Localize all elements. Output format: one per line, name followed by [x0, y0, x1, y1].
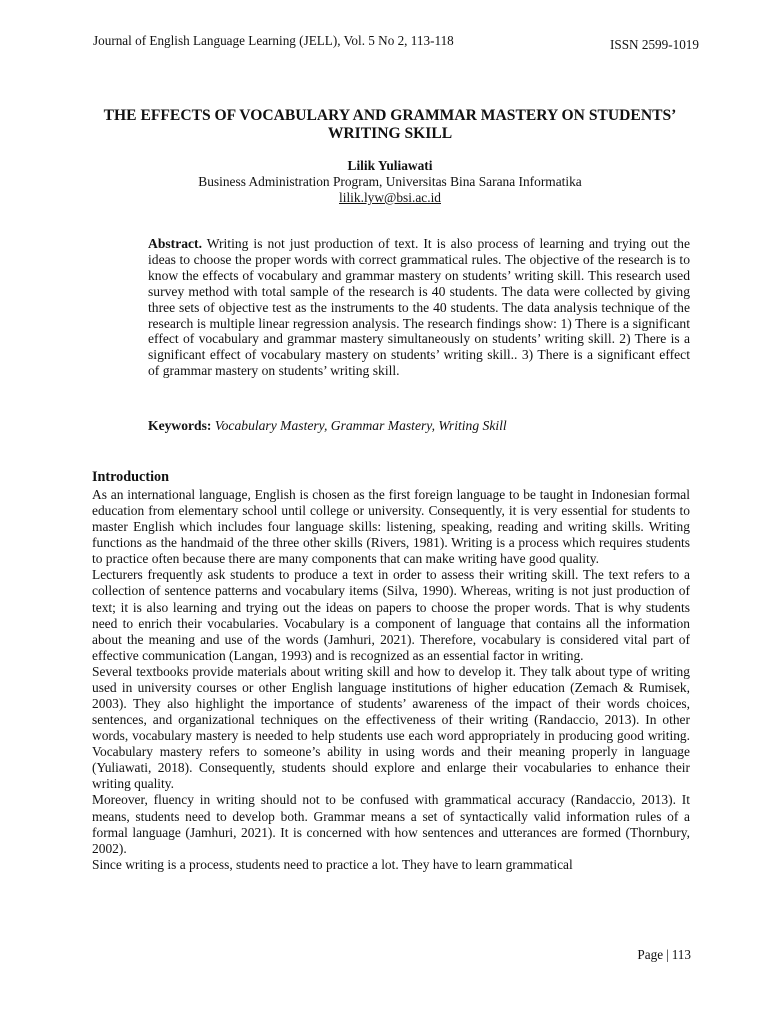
- issn-label: ISSN 2599-1019: [609, 37, 699, 52]
- page-number: 113: [671, 947, 691, 962]
- section-heading-introduction: Introduction: [92, 469, 169, 485]
- page-separator: |: [666, 947, 669, 962]
- keywords-value: Vocabulary Mastery, Grammar Mastery, Writing Skill: [214, 418, 507, 433]
- page-label: Page: [637, 947, 664, 962]
- abstract-text: Writing is not just production of text. It is also process of learning and trying out the ideas to choose the proper words with correct grammatical rules. The objective of the research is to know the effects of vocabulary and grammar mastery on students’ writing skill. This research used survey method with total sample of the research is 40 students. The data were collected by giving three sets of objective test as the instruments to the 40 students. The data analysis technique of the research is multiple linear regression analysis. The research findings show: 1) There is a significant effect of vocabulary and grammar mastery simultaneously on students’ writing skill. 2) There is a significant effect of vocabulary mastery on students’ writing skill.. 3) There is a significant effect of grammar mastery on students’ writing skill.: [148, 236, 691, 379]
- paragraph: Moreover, fluency in writing should not to be confused with grammatical accuracy (Randaccio, 2013). It means, students need to develop both. Grammar means a set of syntactically valid information rules of a formal language (Jamhuri, 2021). It is concerned with how sentences and utterances are formed (Thornbury, 2002).: [92, 792, 690, 856]
- author-email-link[interactable]: lilik.lyw@bsi.ac.id: [339, 190, 441, 205]
- introduction-body: [92, 487, 690, 873]
- author-name: Lilik Yuliawati: [347, 158, 433, 173]
- keywords: [148, 418, 690, 434]
- author-block: [120, 158, 660, 206]
- abstract: [148, 236, 690, 379]
- paragraph: Lecturers frequently ask students to produce a text in order to assess their writing skill. The text refers to a collection of sentence patterns and vocabulary items (Silva, 1990). Whereas, writing is not just production of text; it is also learning and trying out the ideas on papers to choose the proper words. That is why students need to enrich their vocabularies. Vocabulary is a component of language that contains all the information about the meaning and use of the words (Jamhuri, 2021). Therefore, vocabulary is considered vital part of effective communication (Langan, 1993) and is recognized as an essential factor in writing.: [92, 567, 690, 663]
- author-affiliation: Business Administration Program, Universitas Bina Sarana Informatika: [198, 174, 582, 189]
- paragraph: As an international language, English is chosen as the first foreign language to be taught in Indonesian formal education from elementary school until college or university. Consequently, it is very essential for students to master English which includes four language skills: listening, speaking, reading and writing skills. Writing functions as the handmaid of the three other skills (Rivers, 1981). Writing is a process which requires students to practice often because there are many components that can make writing have good quality.: [92, 487, 690, 567]
- paragraph: Since writing is a process, students need to practice a lot. They have to learn grammatical: [92, 856, 573, 872]
- page-footer: [637, 947, 691, 963]
- journal-header: Journal of English Language Learning (JELL), Vol. 5 No 2, 113-118: [93, 33, 454, 48]
- keywords-label: Keywords:: [148, 418, 212, 433]
- abstract-label: Abstract.: [148, 236, 202, 251]
- paragraph: Several textbooks provide materials about writing skill and how to develop it. They talk about type of writing used in university courses or other English language institutions of higher education (Zemach & Rumisek, 2003). They also highlight the importance of students’ awareness of the impact of their words choices, sentences, and organizational techniques on the effectiveness of their writing (Randaccio, 2013). In other words, vocabulary mastery is needed to help students use each word appropriately in producing good writing. Vocabulary mastery refers to someone’s ability in using words and their meaning properly in language (Yuliawati, 2018). Consequently, students should explore and enlarge their vocabularies to enhance their writing quality.: [92, 663, 690, 792]
- paper-title: THE EFFECTS OF VOCABULARY AND GRAMMAR MASTERY ON STUDENTS’ WRITING SKILL: [103, 107, 677, 142]
